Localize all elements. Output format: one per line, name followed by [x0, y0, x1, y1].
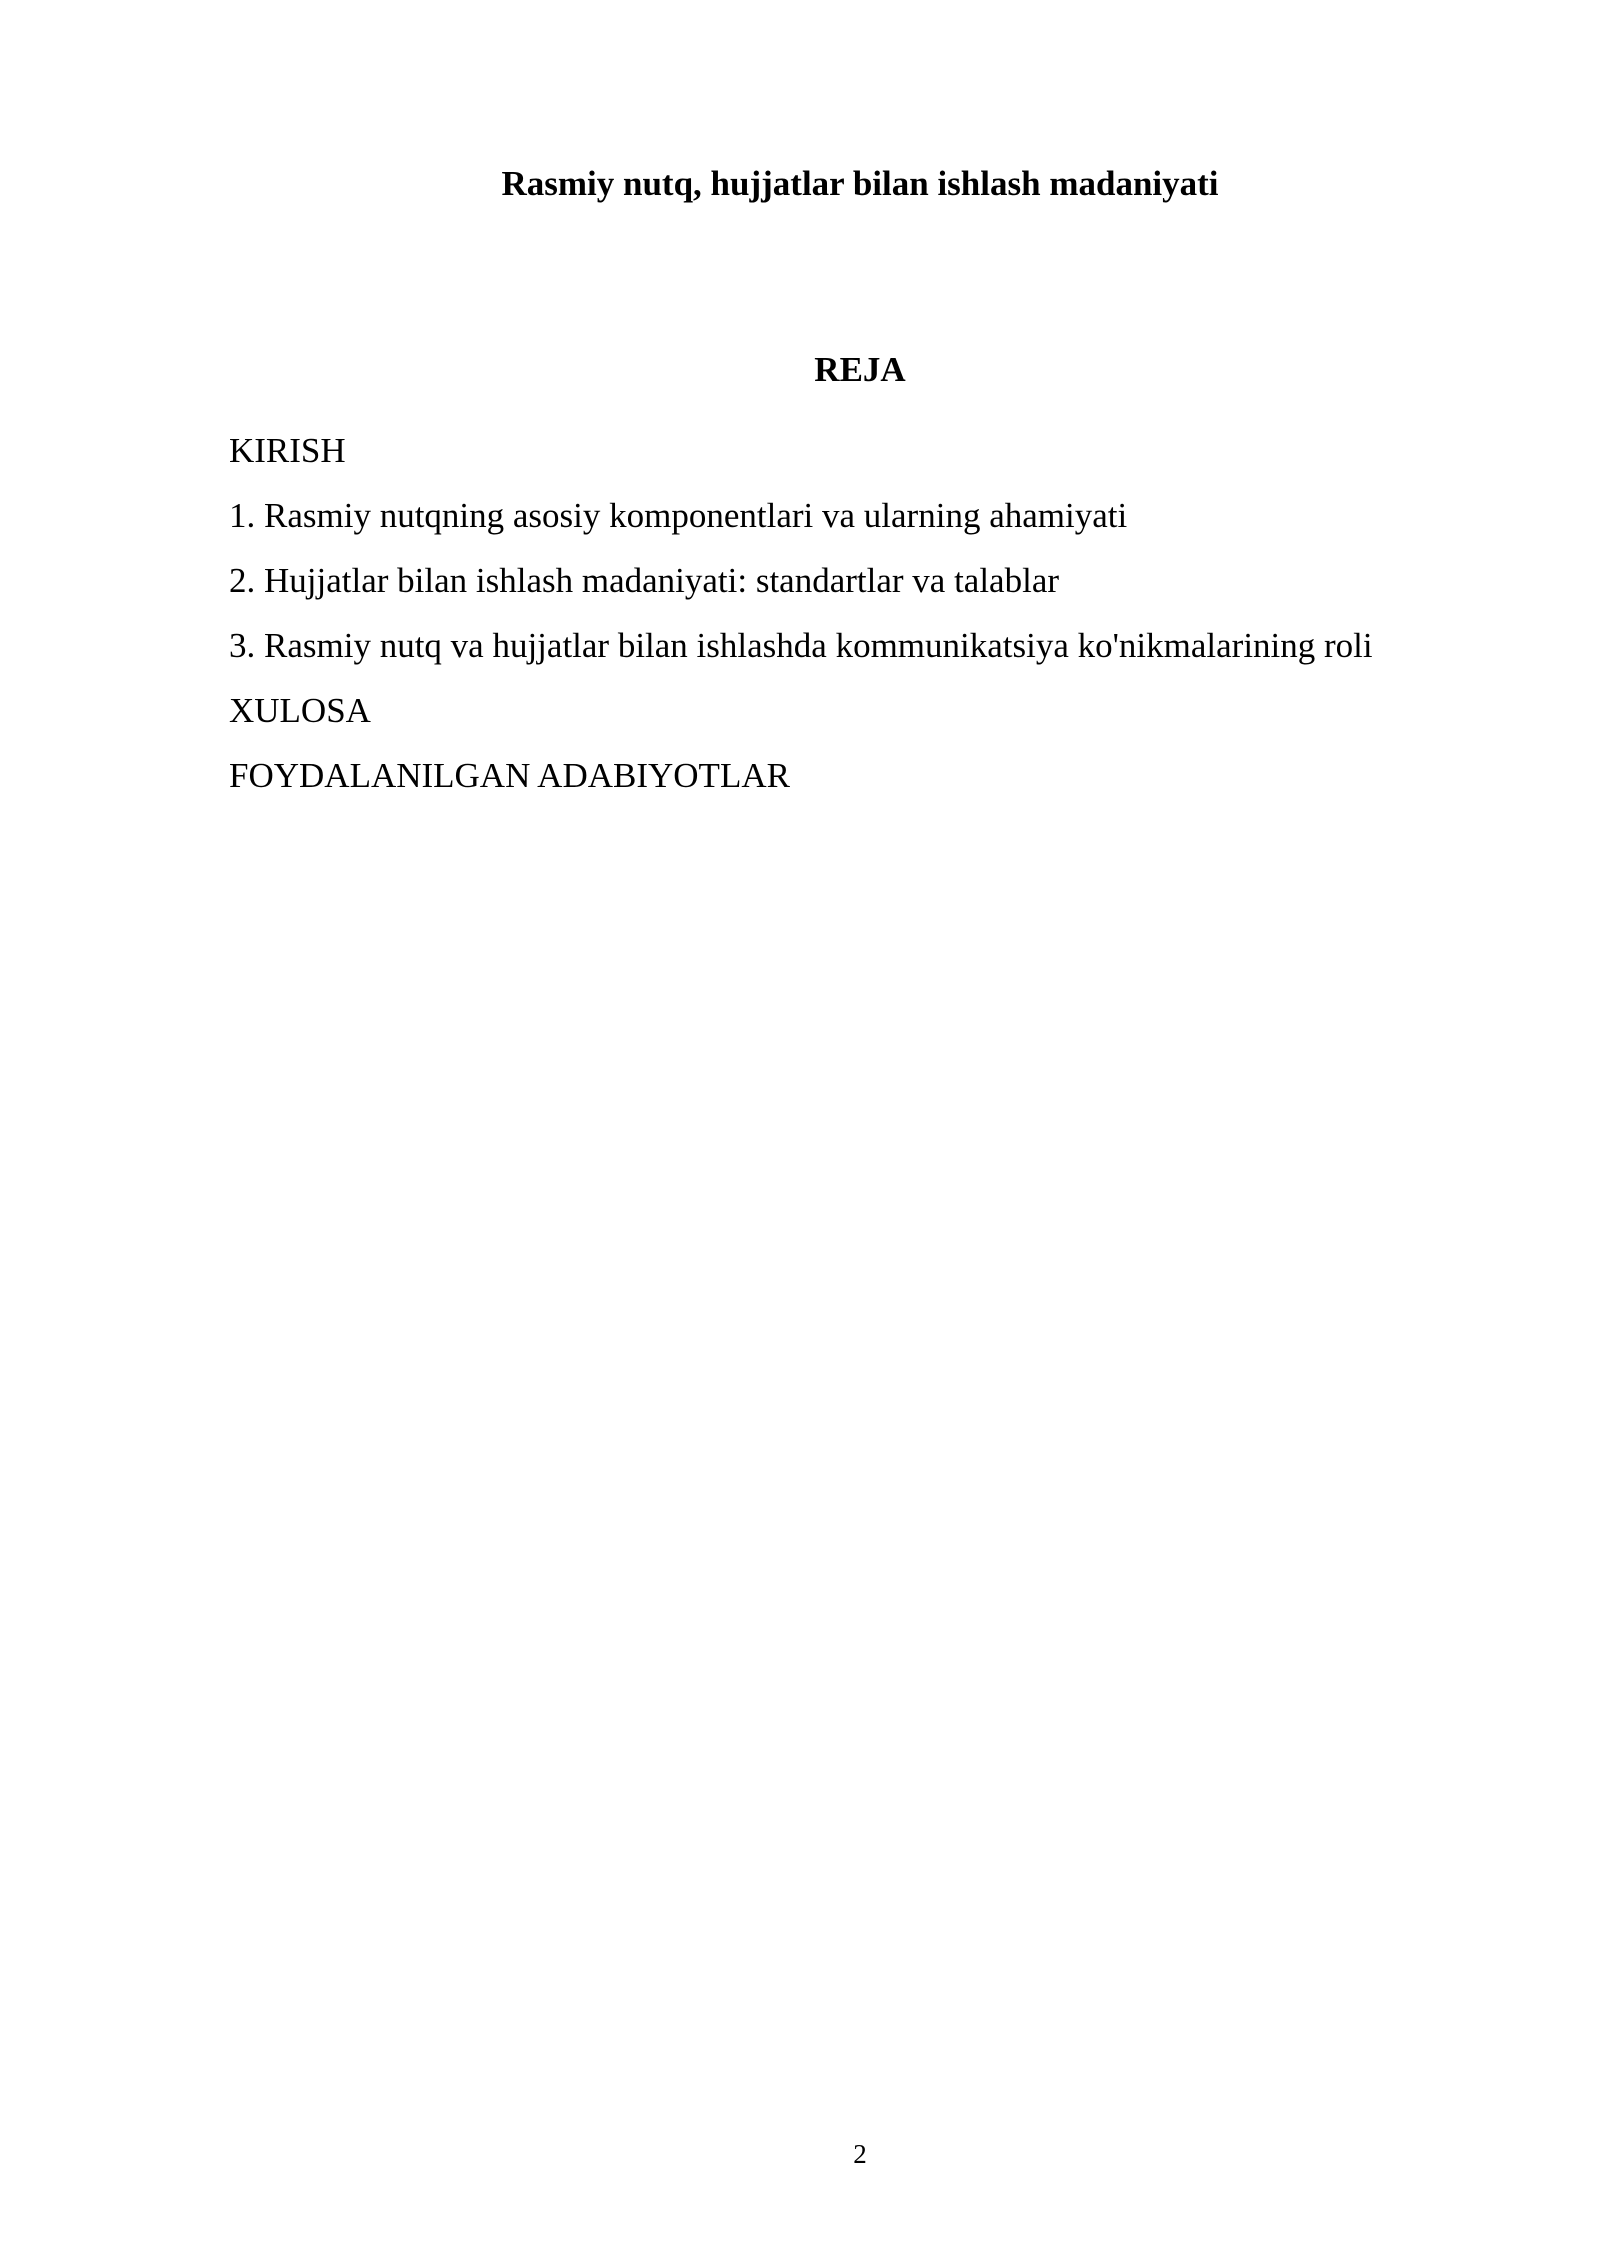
- toc-item-1: 1. Rasmiy nutqning asosiy komponentlari va ularning ahamiyati: [229, 496, 1128, 535]
- toc-item-3: 3. Rasmiy nutq va hujjatlar bilan ishlashda kommunikatsiya ko'nikmalarining roli: [229, 626, 1373, 665]
- page-number: 2: [853, 2139, 867, 2169]
- toc-item-conclusion: XULOSA: [229, 691, 371, 730]
- toc-item-2: 2. Hujjatlar bilan ishlash madaniyati: standartlar va talablar: [229, 561, 1060, 600]
- toc-item-introduction: KIRISH: [229, 431, 346, 470]
- table-of-contents: [229, 418, 1373, 808]
- document-title: Rasmiy nutq, hujjatlar bilan ishlash madaniyati: [501, 164, 1219, 203]
- plan-heading: REJA: [814, 350, 906, 389]
- toc-item-references: FOYDALANILGAN ADABIYOTLAR: [229, 756, 790, 795]
